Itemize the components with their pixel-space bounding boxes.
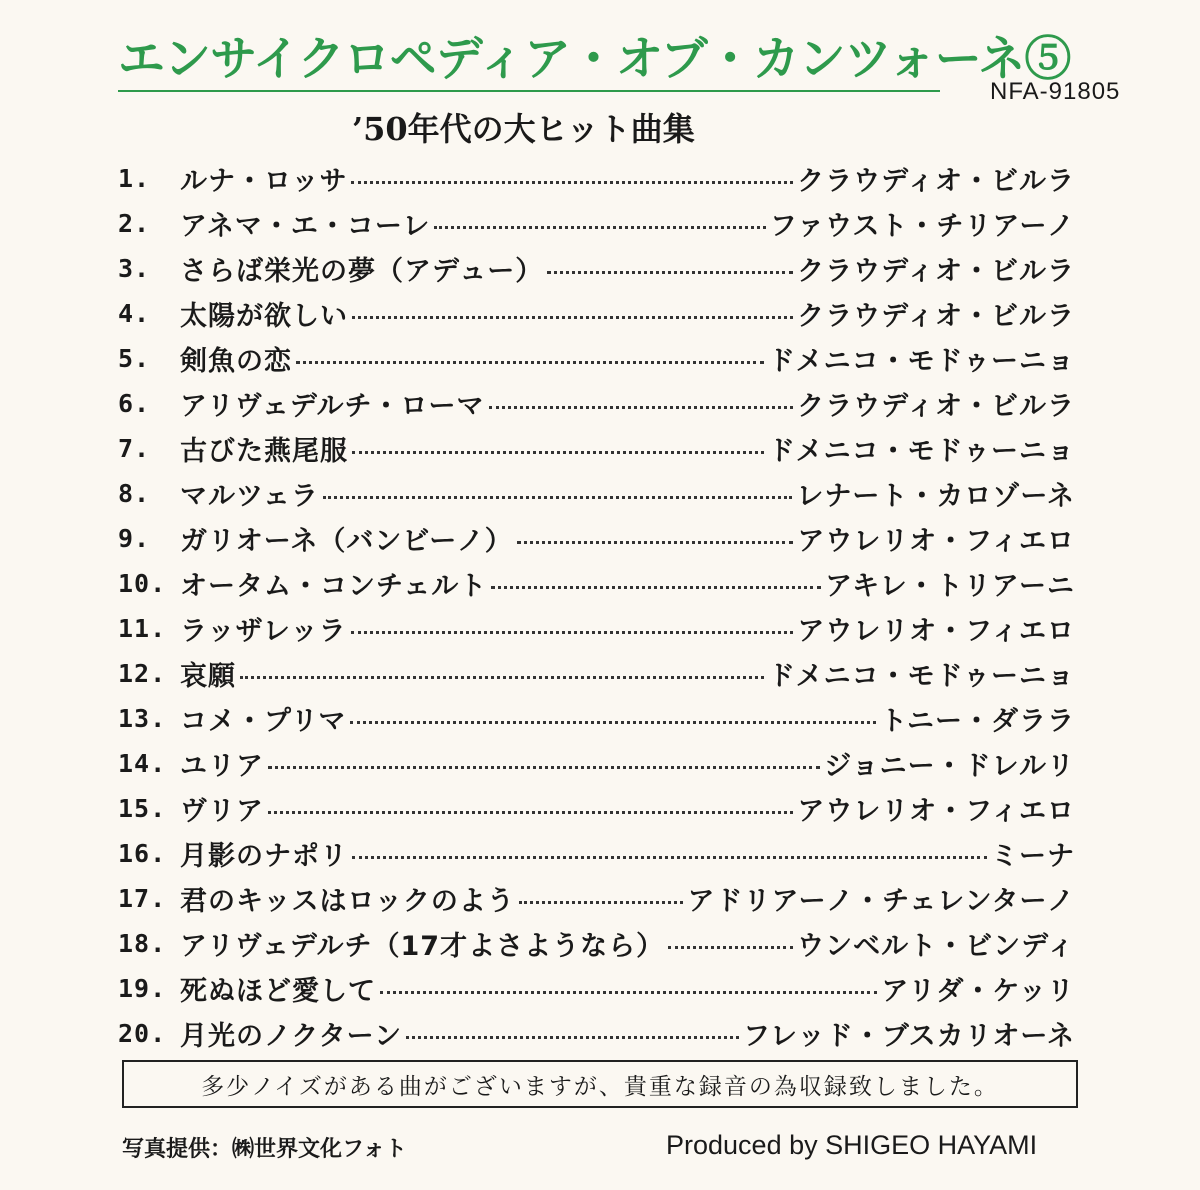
- dot-leader: [268, 766, 820, 769]
- track-title: オータム・コンチェルト: [180, 570, 488, 602]
- track-row: [118, 608, 1075, 648]
- track-artist: アドリアーノ・チェレンターノ: [687, 885, 1075, 917]
- track-number: 9.: [118, 523, 151, 553]
- track-row: [118, 968, 1075, 1008]
- track-number: 17.: [118, 883, 167, 913]
- track-row: [118, 563, 1075, 603]
- dot-leader: [240, 676, 764, 679]
- track-row: [118, 923, 1075, 963]
- track-number: 3.: [118, 253, 151, 283]
- track-title: 太陽が欲しい: [180, 300, 348, 332]
- dot-leader: [380, 991, 877, 994]
- dot-leader: [352, 451, 764, 454]
- dot-leader: [268, 811, 793, 814]
- track-title: アリヴェデルチ（17才よさようなら）: [180, 930, 665, 962]
- track-title: さらば栄光の夢（アデュー）: [180, 255, 544, 287]
- track-title: マルツェラ: [180, 480, 319, 512]
- dot-leader: [489, 406, 794, 409]
- dot-leader: [491, 586, 821, 589]
- track-row: [118, 158, 1075, 198]
- track-artist: ミーナ: [991, 840, 1075, 872]
- recording-notice-text: 多少ノイズがある曲がございますが、貴重な録音の為収録致しました。: [201, 1073, 999, 1100]
- track-title: ガリオーネ（バンビーノ）: [180, 525, 513, 557]
- track-number: 14.: [118, 748, 167, 778]
- track-title: 月光のノクターン: [180, 1020, 403, 1052]
- dot-leader: [350, 721, 876, 724]
- track-number: 15.: [118, 793, 167, 823]
- track-artist: レナート・カロゾーネ: [796, 480, 1075, 512]
- track-artist: ウンベルト・ビンディ: [797, 930, 1075, 962]
- track-title: アリヴェデルチ・ローマ: [180, 390, 485, 422]
- track-number: 13.: [118, 703, 167, 733]
- track-artist: アウレリオ・フィエロ: [797, 525, 1075, 557]
- track-row: [118, 833, 1075, 873]
- track-number: 10.: [118, 568, 167, 598]
- track-number: 16.: [118, 838, 167, 868]
- track-artist: アキレ・トリアーニ: [825, 570, 1075, 602]
- track-row: [118, 203, 1075, 243]
- track-title: 哀願: [180, 660, 236, 692]
- producer-credit: Produced by SHIGEO HAYAMI: [666, 1130, 1038, 1160]
- track-number: 11.: [118, 613, 167, 643]
- dot-leader: [434, 226, 765, 229]
- track-artist: ドメニコ・モドゥーニョ: [767, 345, 1075, 377]
- track-row: [118, 428, 1075, 468]
- dot-leader: [519, 901, 684, 904]
- track-row: [118, 878, 1075, 918]
- track-title: ヴリア: [180, 795, 264, 827]
- track-row: [118, 653, 1075, 693]
- track-artist: ドメニコ・モドゥーニョ: [767, 660, 1075, 692]
- dot-leader: [351, 631, 794, 634]
- track-artist: トニー・ダララ: [880, 705, 1075, 737]
- track-number: 6.: [118, 388, 151, 418]
- track-title: 剣魚の恋: [180, 345, 292, 377]
- dot-leader: [352, 316, 793, 319]
- album-subtitle: ’50年代の大ヒット曲集: [352, 110, 695, 148]
- track-artist: アウレリオ・フィエロ: [797, 795, 1075, 827]
- track-title: 古びた燕尾服: [180, 435, 348, 467]
- track-artist: フレッド・ブスカリオーネ: [743, 1020, 1075, 1052]
- track-artist: ファウスト・チリアーノ: [769, 210, 1075, 242]
- dot-leader: [668, 946, 793, 949]
- track-row: [118, 293, 1075, 333]
- track-row: [118, 698, 1075, 738]
- track-artist: クラウディオ・ビルラ: [797, 165, 1075, 197]
- track-artist: ジョニー・ドレルリ: [824, 750, 1075, 782]
- track-number: 1.: [118, 163, 151, 193]
- track-row: [118, 518, 1075, 558]
- dot-leader: [323, 496, 792, 499]
- catalog-number: NFA-91805: [990, 78, 1121, 105]
- track-artist: クラウディオ・ビルラ: [797, 255, 1075, 287]
- track-number: 5.: [118, 343, 151, 373]
- title-underline: [118, 90, 940, 92]
- track-title: 君のキッスはロックのよう: [180, 885, 515, 917]
- dot-leader: [352, 856, 987, 859]
- track-title: ユリア: [180, 750, 264, 782]
- track-artist: アリダ・ケッリ: [881, 975, 1075, 1007]
- track-number: 19.: [118, 973, 167, 1003]
- dot-leader: [296, 361, 764, 364]
- track-row: [118, 788, 1075, 828]
- track-number: 8.: [118, 478, 151, 508]
- track-row: [118, 1013, 1075, 1053]
- recording-notice-box: [122, 1060, 1078, 1108]
- track-title: ルナ・ロッサ: [180, 165, 348, 197]
- photo-credit: 写真提供：㈱世界文化フォト: [122, 1137, 407, 1162]
- dot-leader: [547, 271, 793, 274]
- track-number: 2.: [118, 208, 151, 238]
- album-title: エンサイクロペディア・オブ・カンツォーネ⑤: [118, 32, 1071, 87]
- track-number: 7.: [118, 433, 151, 463]
- dot-leader: [517, 541, 794, 544]
- track-artist: クラウディオ・ビルラ: [797, 300, 1075, 332]
- track-artist: ドメニコ・モドゥーニョ: [767, 435, 1075, 467]
- track-row: [118, 473, 1075, 513]
- track-row: [118, 383, 1075, 423]
- track-title: アネマ・エ・コーレ: [180, 210, 431, 242]
- track-number: 4.: [118, 298, 151, 328]
- track-artist: アウレリオ・フィエロ: [797, 615, 1075, 647]
- dot-leader: [351, 181, 793, 184]
- track-artist: クラウディオ・ビルラ: [797, 390, 1075, 422]
- track-row: [118, 248, 1075, 288]
- track-title: コメ・プリマ: [180, 705, 347, 737]
- track-number: 20.: [118, 1018, 167, 1048]
- track-title: 死ぬほど愛して: [180, 975, 376, 1007]
- track-number: 12.: [118, 658, 167, 688]
- dot-leader: [406, 1036, 739, 1039]
- track-title: ラッザレッラ: [180, 615, 347, 647]
- track-row: [118, 743, 1075, 783]
- track-row: [118, 338, 1075, 378]
- track-number: 18.: [118, 928, 167, 958]
- track-title: 月影のナポリ: [180, 840, 348, 872]
